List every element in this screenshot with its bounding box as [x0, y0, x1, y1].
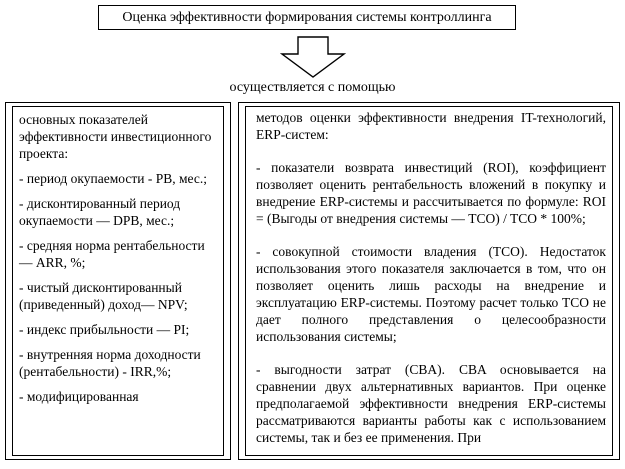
indicators-heading: основных показателей эффективности инвестиционного проекта:: [19, 112, 212, 161]
indicator-item: - дисконтированный период окупаемости — DPB, мес.;: [19, 196, 181, 228]
indicator-item: - чистый дисконтированный (приведенный) доход— NPV;: [19, 280, 188, 312]
method-item: - выгодности затрат (CBA). CBA основывается на сравнении двух альтернативных вариантов. При оценке предполагаемой эффективности внедрения ERP-системы рассматриваются варианты работы как с использованием системы, так и без ее применения. При: [256, 362, 606, 445]
method-item: - совокупной стоимости владения (TCO). Недостаток использования этого показателя заключается в том, что он позволяет оценить лишь расходы на внедрение и эксплуатацию ERP-системы. Поэтому расчет только TCO не дает полного представления о целесообразности использования системы;: [256, 244, 606, 344]
methods-panel: [238, 102, 620, 460]
methods-heading: методов оценки эффективности внедрения IT-технологий, ERP-систем:: [256, 110, 606, 142]
indicators-panel: [5, 102, 231, 460]
methods-panel-body: [245, 106, 613, 456]
indicators-panel-body: [12, 106, 224, 456]
indicator-item: - индекс прибыльности — PI;: [19, 322, 190, 337]
down-arrow-icon: [280, 36, 346, 78]
diagram-title: Оценка эффективности формирования системы контроллинга: [122, 9, 492, 25]
indicator-item: - модифицированная: [19, 389, 139, 404]
indicator-item: - внутренняя норма доходности (рентабельности) - IRR,%;: [19, 347, 201, 379]
indicator-item: - период окупаемости - PB, мес.;: [19, 171, 207, 186]
connector-label: осуществляется с помощью: [229, 80, 396, 95]
method-item: - показатели возврата инвестиций (ROI), коэффициент позволяет оценить рентабельность вложений в покупку и внедрение ERP-системы и рассчитывается по формуле: ROI = (Выгоды от внедрения системы — TCO) / TCO * 100%;: [256, 160, 606, 226]
indicator-item: - средняя норма рентабельности — ARR, %;: [19, 238, 205, 270]
title-box: [98, 5, 516, 30]
